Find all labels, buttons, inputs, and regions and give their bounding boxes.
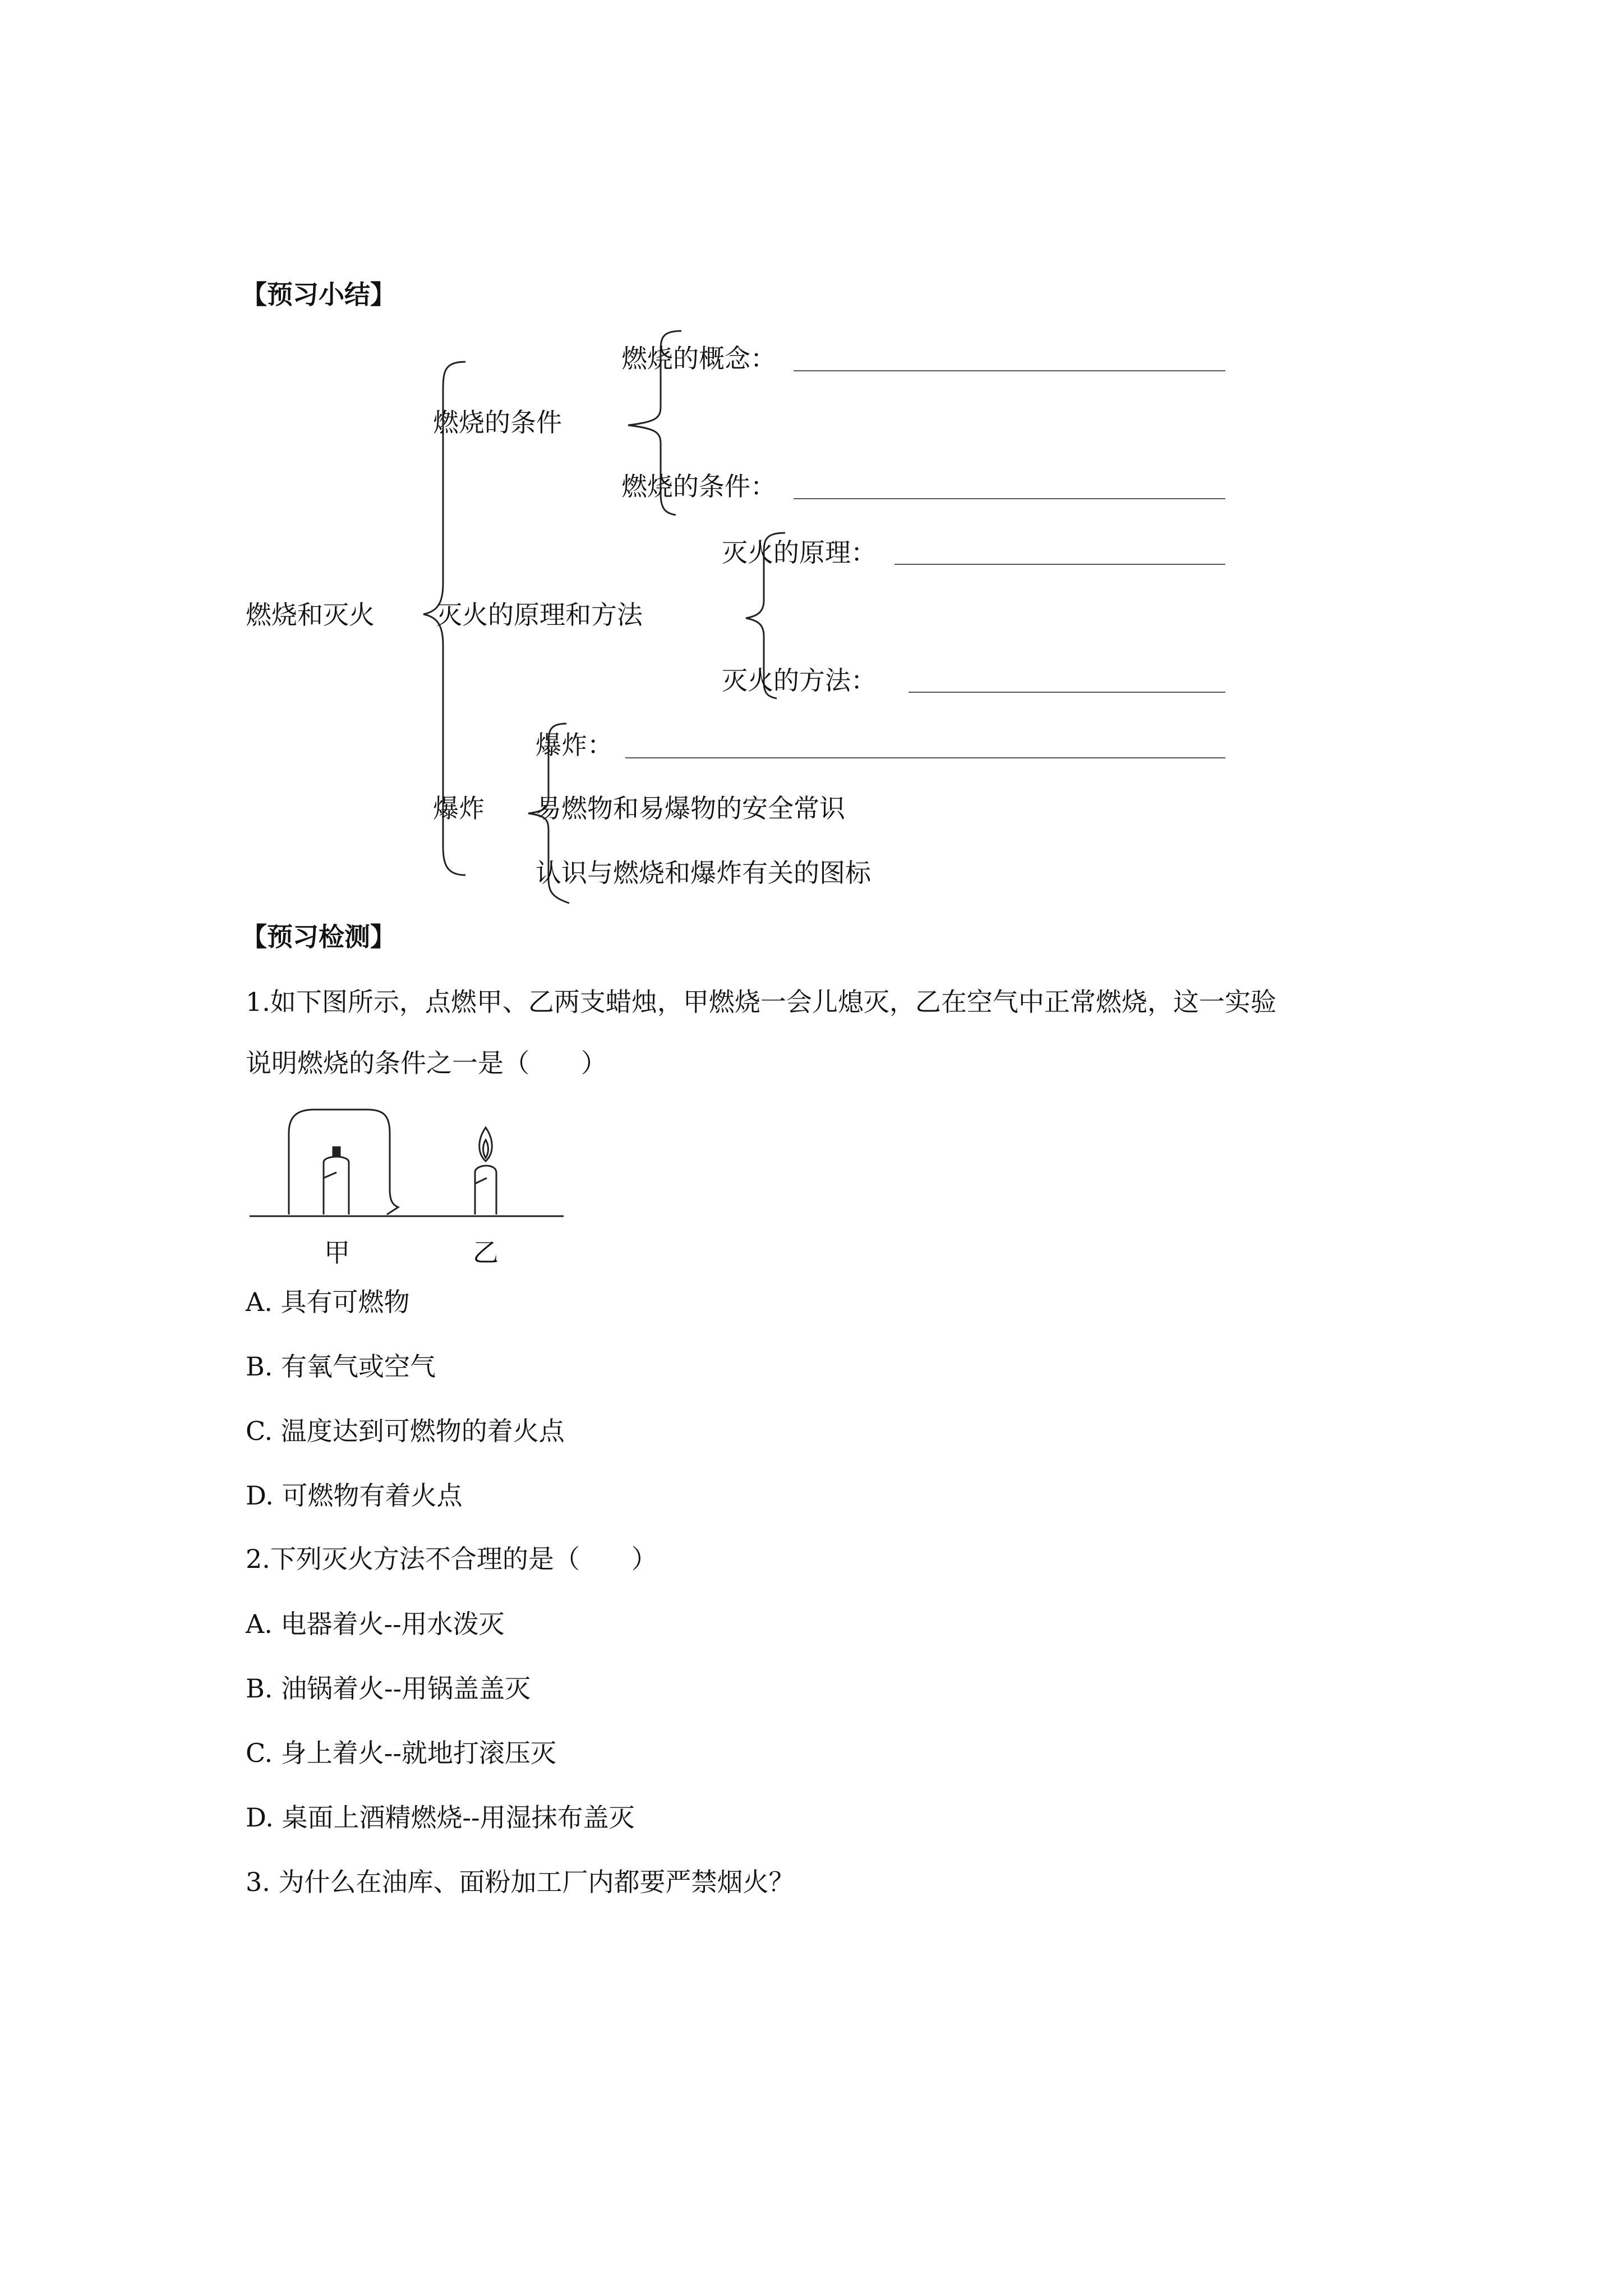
branch2-item2: 灭火的方法： — [722, 665, 877, 696]
branch3-item3: 认识与燃烧和爆炸有关的图标 — [536, 858, 871, 888]
candle-a-drip — [324, 1172, 336, 1178]
q2-option-d[interactable]: D. 桌面上酒精燃烧--用湿抹布盖灭 — [246, 1802, 635, 1833]
q1-stem-line2: 说明燃烧的条件之一是（ ） — [246, 1048, 607, 1078]
branch3-item1: 爆炸： — [536, 730, 613, 760]
candle-b-drip — [475, 1178, 487, 1184]
candle-a — [324, 1157, 349, 1214]
branch1-label: 燃烧的条件 — [433, 407, 562, 438]
check-header: 【预习检测】 — [241, 922, 396, 952]
branch2-item1: 灭火的原理： — [722, 537, 877, 568]
summary-header: 【预习小结】 — [241, 279, 396, 310]
q1-option-d[interactable]: D. 可燃物有着火点 — [246, 1480, 463, 1511]
q1-stem-line1: 1.如下图所示，点燃甲、乙两支蜡烛，甲燃烧一会儿熄灭，乙在空气中正常燃烧，这一实验 — [246, 987, 1276, 1017]
q2-option-c[interactable]: C. 身上着火--就地打滚压灭 — [246, 1738, 556, 1768]
branch3-item2: 易燃物和易爆物的安全常识 — [536, 793, 845, 823]
flame-icon — [479, 1128, 492, 1161]
candle-label-yi: 乙 — [473, 1237, 499, 1268]
root-label: 燃烧和灭火 — [246, 600, 375, 630]
candle-b — [475, 1166, 496, 1214]
q2-option-a[interactable]: A. 电器着火--用水泼灭 — [246, 1609, 505, 1639]
q1-option-c[interactable]: C. 温度达到可燃物的着火点 — [246, 1416, 565, 1446]
branch1-item1: 燃烧的概念： — [621, 343, 776, 374]
branch1-item2: 燃烧的条件： — [621, 471, 776, 501]
candle-a-wick — [333, 1147, 340, 1156]
q2-option-b[interactable]: B. 油锅着火--用锅盖盖灭 — [246, 1673, 531, 1704]
bell-jar — [289, 1110, 398, 1214]
flame-inner-icon — [483, 1140, 488, 1158]
branch2-label: 灭火的原理和方法 — [436, 600, 643, 630]
q2-stem: 2.下列灭火方法不合理的是（ ） — [246, 1544, 657, 1574]
candle-label-jia: 甲 — [324, 1237, 350, 1268]
q3-stem: 3. 为什么在油库、面粉加工厂内都要严禁烟火？ — [246, 1867, 795, 1897]
q1-option-a[interactable]: A. 具有可燃物 — [246, 1287, 410, 1317]
branch3-label: 爆炸 — [433, 793, 485, 823]
q1-option-b[interactable]: B. 有氧气或空气 — [246, 1351, 436, 1382]
